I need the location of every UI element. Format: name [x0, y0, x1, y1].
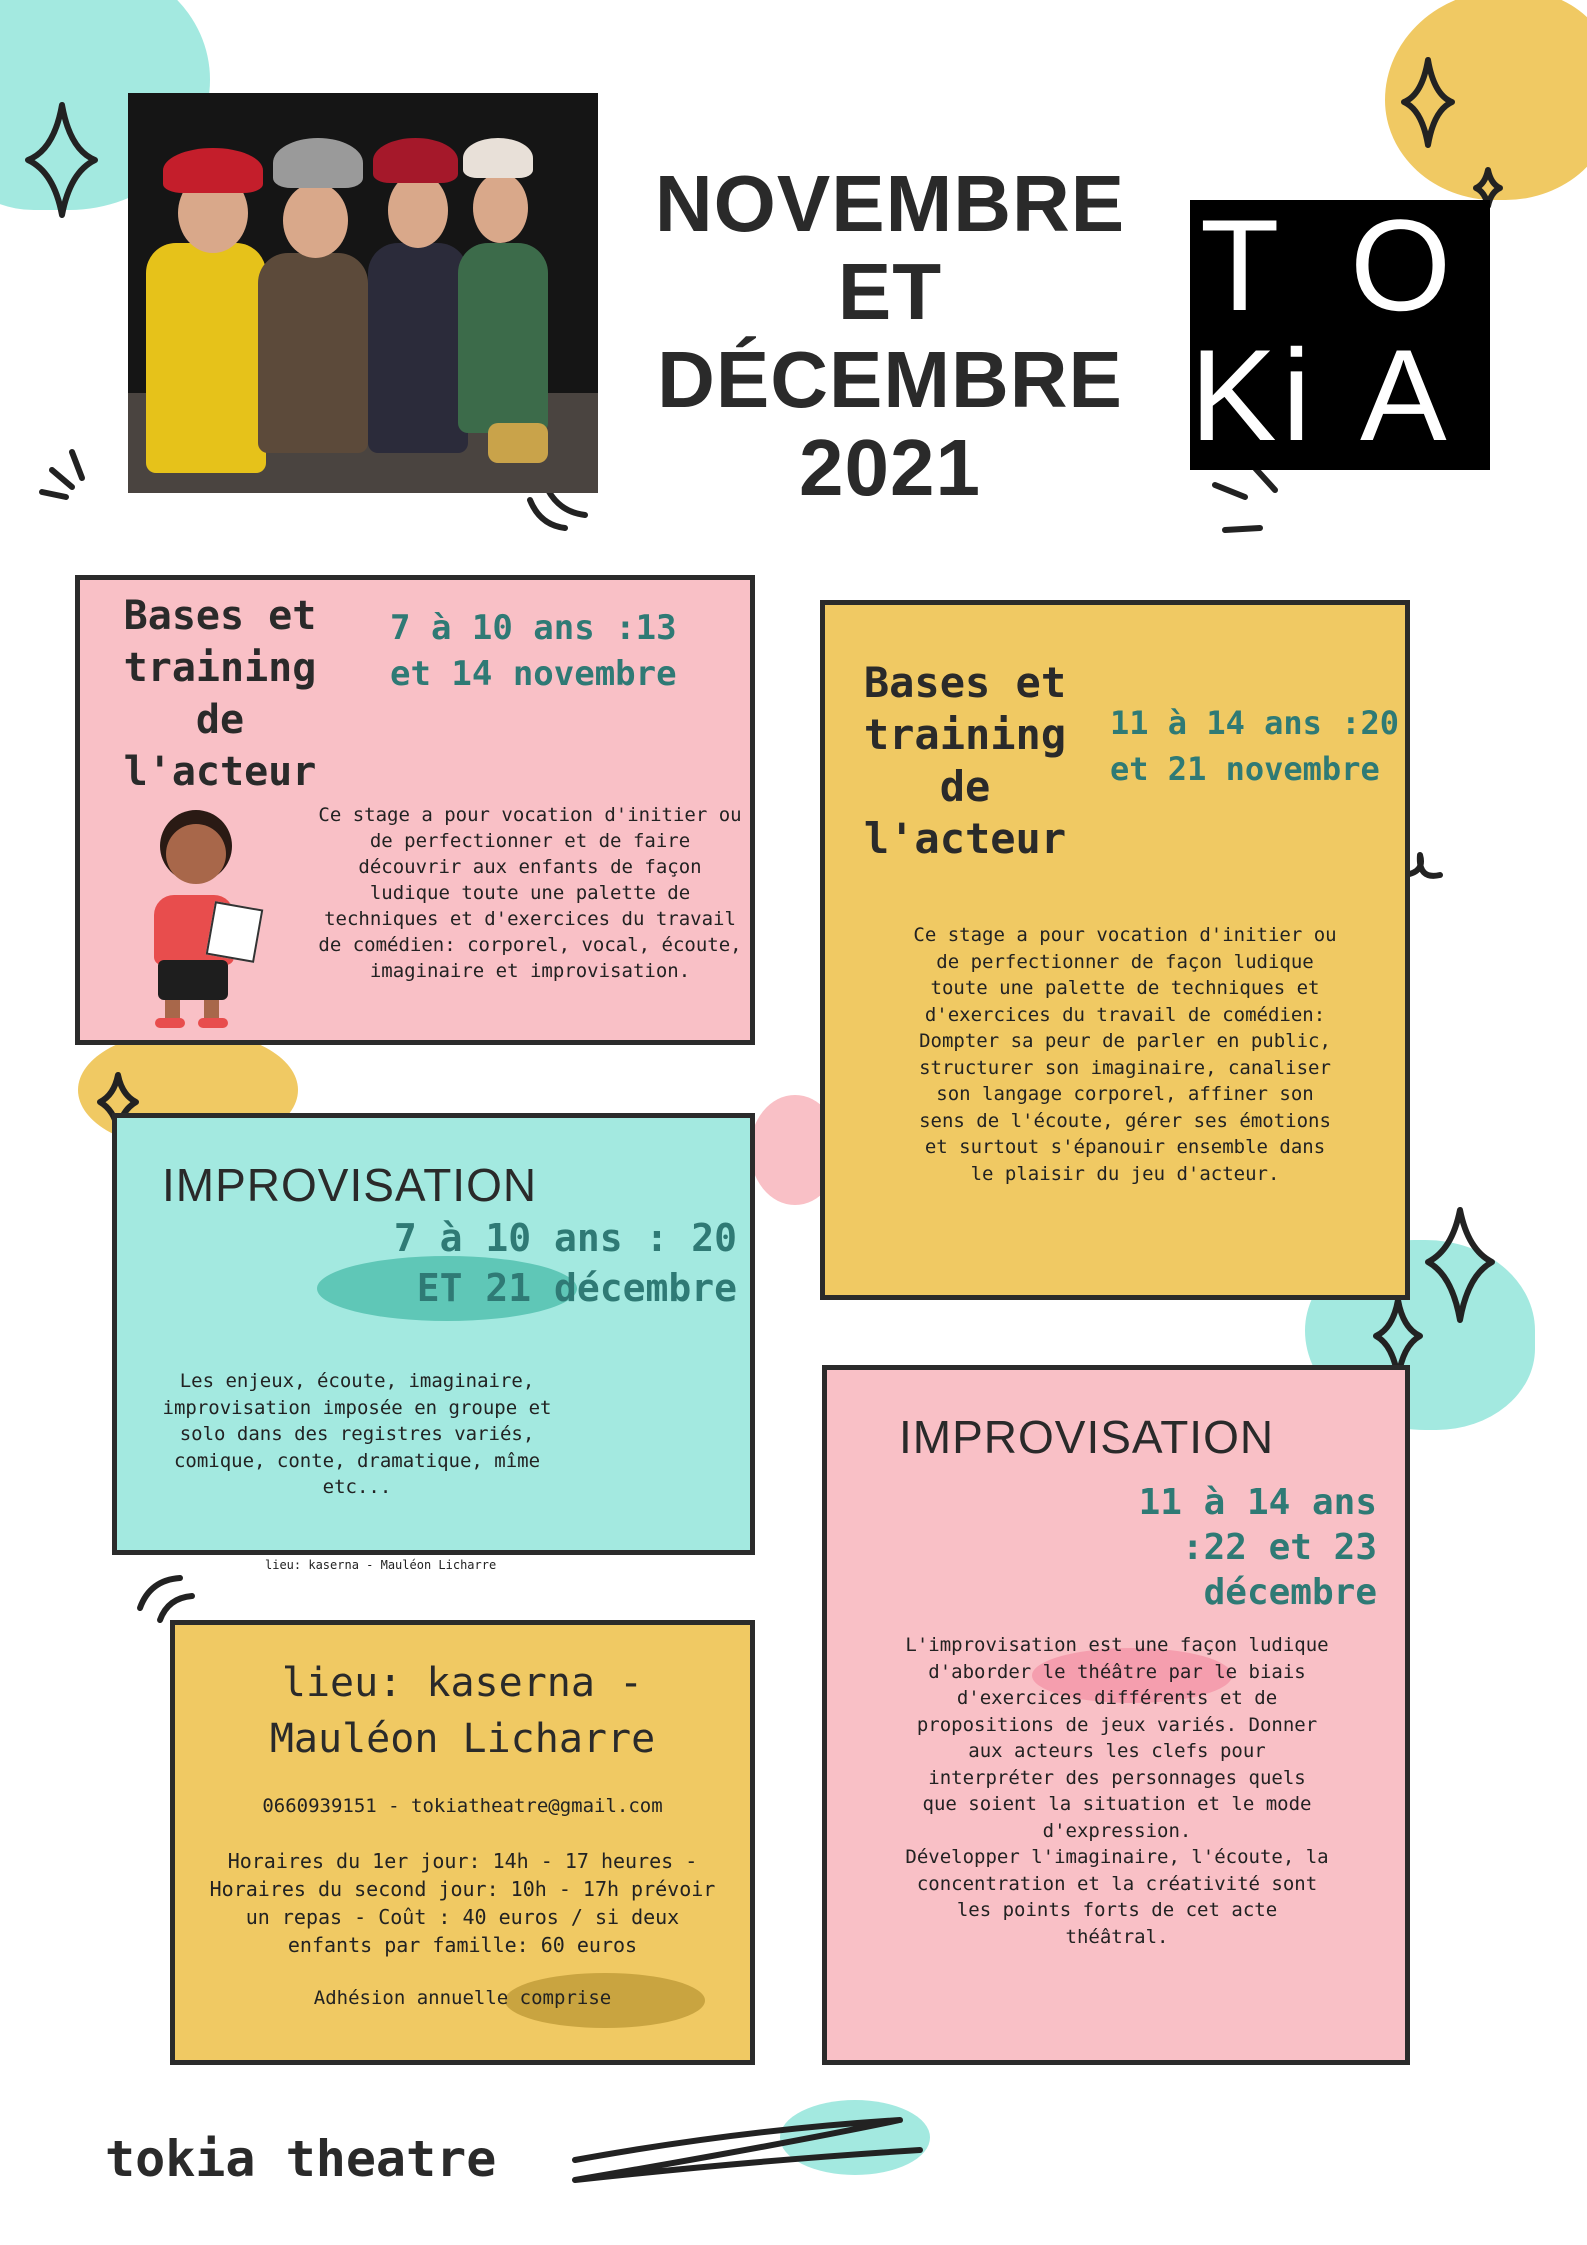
card-title: Bases et training de l'acteur [863, 658, 1067, 863]
small-location-note: lieu: kaserna - Mauléon Licharre [265, 1558, 497, 1572]
bracket-marks-icon [140, 1578, 192, 1620]
card-title: IMPROVISATION [899, 1411, 1275, 1463]
tokia-logo [1190, 192, 1490, 470]
card-description: Ce stage a pour vocation d'initier ou de perfectionner de façon ludique toute une palette de techniques et d'exercices du travail de comédien: Dompter sa peur de parler en public, structurer son imaginaire, canaliser son langage corporel, affiner son sens de l'écoute, gérer ses émotions et surtout s'épanouir ensemble dans le plaisir du jeu d'acteur. [913, 924, 1337, 1185]
sparkle-icon [28, 105, 95, 215]
logo-letter-k: K [1190, 322, 1277, 468]
dash-marks-icon [1215, 468, 1275, 530]
schedule-info: Horaires du 1er jour: 14h - 17 heures - Horaires du second jour: 10h - 17h prévoir un repas - Coût : 40 euros / si deux enfants par famille: 60 euros [209, 1849, 716, 1957]
card-description: L'improvisation est une façon ludique d'aborder le théâtre par le biais d'exercices différents et de propositions de jeux variés. Donner aux acteurs les clefs pour interpréter des personnages quels que soient la situation et le mode d'expression. Développer l'imaginaire, l'écoute, la concentration et la créativité sont les points forts de cet acte théâtral. [905, 1634, 1329, 1948]
title-line-2: DÉCEMBRE [657, 335, 1123, 424]
contact-info: 0660939151 - tokiatheatre@gmail.com [262, 1795, 663, 1817]
title-line-1: NOVEMBRE ET [654, 159, 1126, 336]
card-improv-11-14 [822, 1365, 1410, 2065]
dash-marks-icon [42, 452, 82, 497]
theatre-photo [128, 93, 598, 493]
card-date: 7 à 10 ans : 20 ET 21 décembre [393, 1216, 737, 1310]
logo-letter-o: O [1350, 192, 1452, 338]
sparkle-icon [1428, 1210, 1492, 1320]
page-title [610, 160, 1170, 512]
logo-letter-t: T [1200, 192, 1280, 338]
card-date: 11 à 14 ans :20 et 21 novembre [1110, 704, 1399, 788]
bracket-marks-icon [530, 490, 585, 528]
underline-stroke-icon [575, 2120, 920, 2180]
location-title: lieu: kaserna - Mauléon Licharre [269, 1660, 656, 1762]
card-title: Bases et training de l'acteur [123, 593, 317, 795]
logo-letter-i: i [1282, 322, 1311, 468]
card-title: IMPROVISATION [162, 1159, 538, 1211]
card-improv-7-10 [112, 1113, 755, 1555]
card-date: 7 à 10 ans :13 et 14 novembre [390, 608, 677, 694]
card-bases-11-14 [820, 600, 1410, 1300]
child-illustration [140, 810, 260, 1030]
card-bases-7-10 [75, 575, 755, 1045]
card-description: Ce stage a pour vocation d'initier ou de perfectionner et de faire découvrir aux enfants de façon ludique toute une palette de techniques et d'exercices du travail de comédien: corporel, vocal, écoute, imaginaire et improvisation. [318, 804, 742, 982]
logo-letter-a: A [1360, 322, 1447, 468]
sparkle-icon [1404, 60, 1452, 145]
adhesion-text: Adhésion annuelle comprise [313, 1987, 612, 2009]
info-card [170, 1620, 755, 2065]
card-date: 11 à 14 ans :22 et 23 décembre [1138, 1482, 1377, 1613]
card-description: Les enjeux, écoute, imaginaire, improvisation imposée en groupe et solo dans des registres variés, comique, conte, dramatique, mîme etc... [162, 1370, 552, 1498]
title-line-3: 2021 [799, 423, 981, 512]
footer-brand: tokia theatre [105, 2130, 497, 2188]
